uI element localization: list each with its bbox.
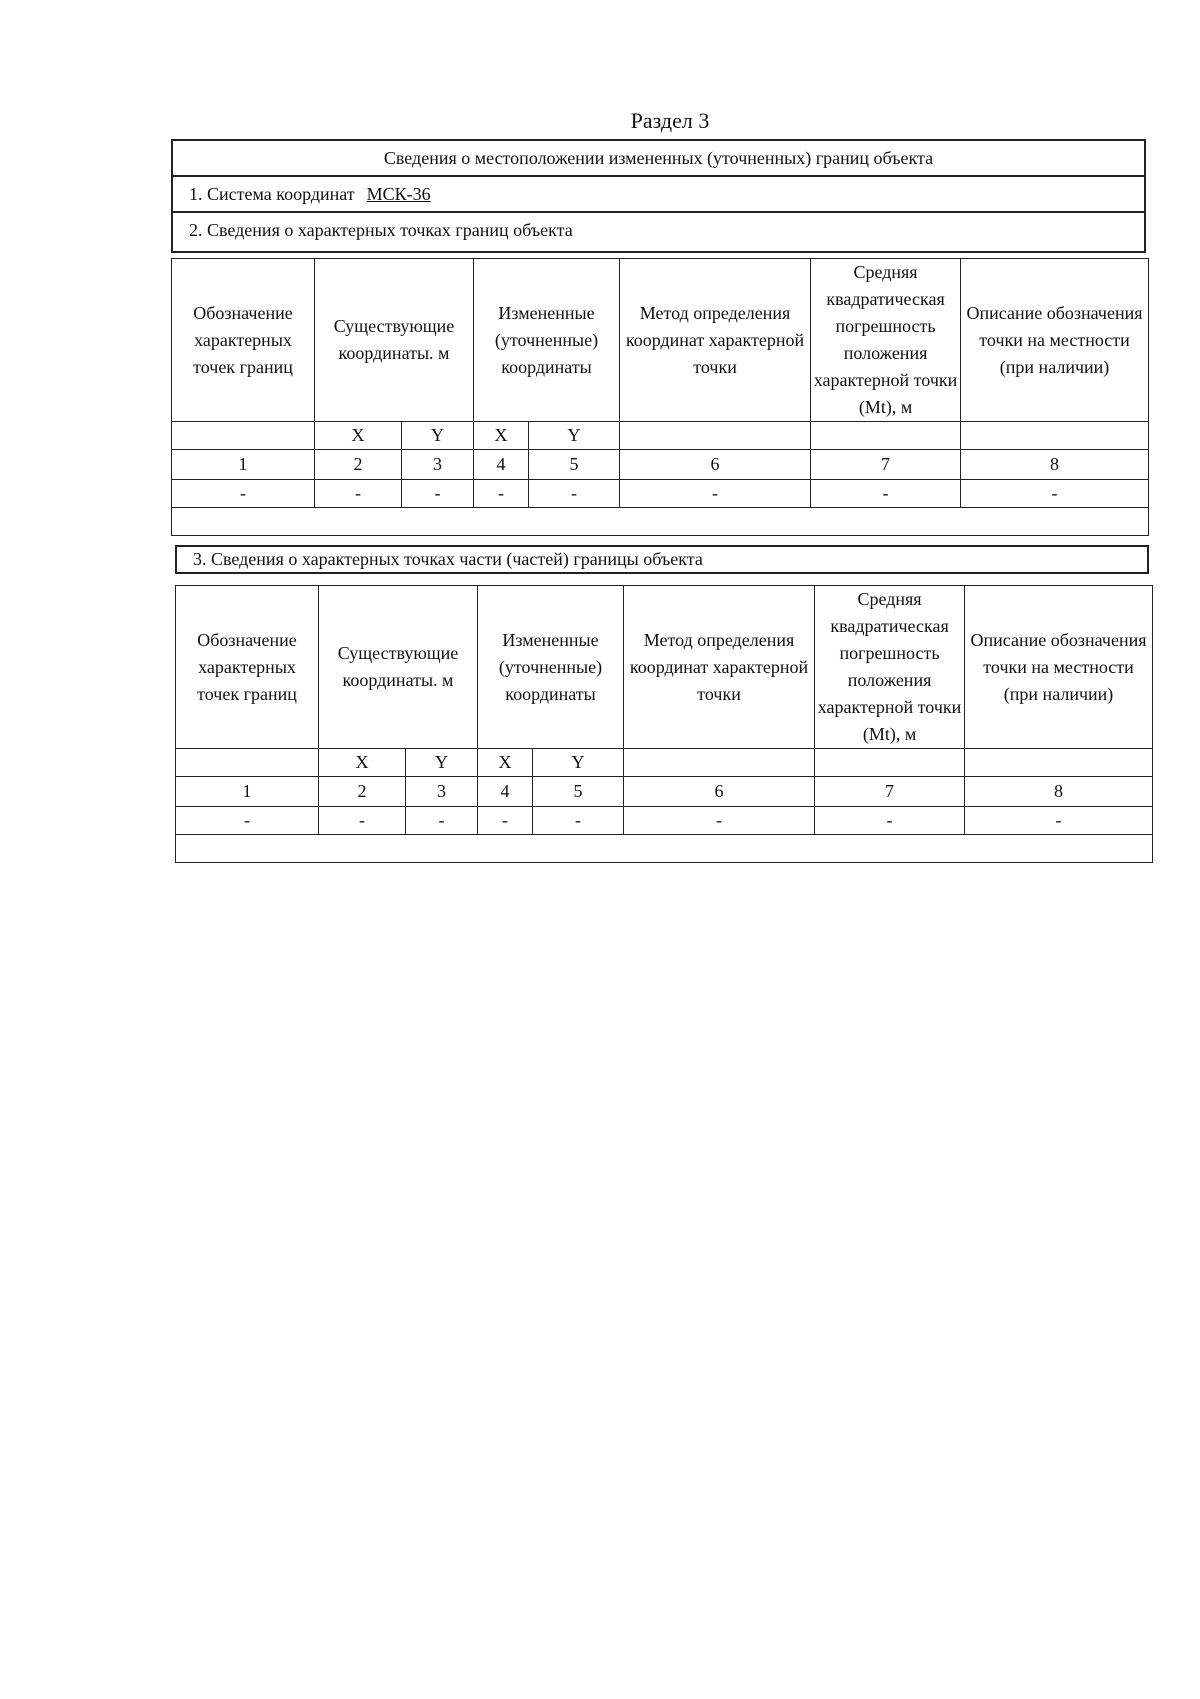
column-number-row — [176, 777, 1153, 807]
column-number: 4 — [474, 450, 529, 480]
column-number: 3 — [406, 777, 478, 807]
table-cell: - — [406, 807, 478, 835]
header-accuracy: Средняя квадратическая погрешность положения характерной точки (Mt), м — [815, 586, 965, 749]
column-number: 5 — [529, 450, 620, 480]
axis-y-label: Y — [529, 422, 620, 450]
header-changed-coords: Измененные (уточненные) координаты — [478, 586, 624, 749]
axis-y-label: Y — [406, 749, 478, 777]
header-description: Описание обозначения точки на местности (при наличии) — [961, 259, 1149, 422]
column-number: 2 — [315, 450, 402, 480]
column-number: 8 — [965, 777, 1153, 807]
axis-y-label: Y — [533, 749, 624, 777]
table-blank-cell — [176, 835, 1153, 863]
header-method: Метод определения координат характерной точки — [624, 586, 815, 749]
axes-cell-empty — [811, 422, 961, 450]
axis-x-label: X — [474, 422, 529, 450]
table-blank-row — [176, 835, 1153, 863]
table-cell: - — [811, 480, 961, 508]
header-description: Описание обозначения точки на местности (при наличии) — [965, 586, 1153, 749]
coord-system-row — [173, 177, 1144, 213]
table-blank-row — [172, 508, 1149, 536]
header-method: Метод определения координат характерной точки — [620, 259, 811, 422]
part-points-label: 3. Сведения о характерных точках части (частей) границы объекта — [175, 545, 1149, 574]
axes-row — [176, 749, 1153, 777]
table-cell: - — [319, 807, 406, 835]
column-number: 4 — [478, 777, 533, 807]
boundary-points-table — [171, 258, 1149, 536]
axes-cell-empty — [176, 749, 319, 777]
table-cell: - — [402, 480, 474, 508]
table-cell: - — [172, 480, 315, 508]
points-label: 2. Сведения о характерных точках границ объекта — [189, 220, 573, 240]
column-number: 8 — [961, 450, 1149, 480]
header-designation: Обозначение характерных точек границ — [176, 586, 319, 749]
column-number: 7 — [811, 450, 961, 480]
info-header: Сведения о местоположении измененных (уточненных) границ объекта — [173, 141, 1144, 177]
column-number: 6 — [620, 450, 811, 480]
table-cell: - — [478, 807, 533, 835]
axes-cell-empty — [961, 422, 1149, 450]
column-number: 2 — [319, 777, 406, 807]
axes-cell-empty — [815, 749, 965, 777]
section-title: Раздел 3 — [630, 108, 710, 133]
coord-system-value: МСК-36 — [366, 184, 431, 204]
column-number: 5 — [533, 777, 624, 807]
header-changed-coords: Измененные (уточненные) координаты — [474, 259, 620, 422]
coord-system-label: 1. Система координат — [189, 184, 355, 204]
axes-cell-empty — [965, 749, 1153, 777]
object-info-box — [171, 139, 1146, 253]
table-cell: - — [620, 480, 811, 508]
header-existing-coords: Существующие координаты. м — [315, 259, 474, 422]
header-designation: Обозначение характерных точек границ — [172, 259, 315, 422]
table-blank-cell — [172, 508, 1149, 536]
table-cell: - — [624, 807, 815, 835]
axes-cell-empty — [620, 422, 811, 450]
table-cell: - — [315, 480, 402, 508]
table-row — [172, 480, 1149, 508]
axis-y-label: Y — [402, 422, 474, 450]
axis-x-label: X — [478, 749, 533, 777]
axis-x-label: X — [315, 422, 402, 450]
table-cell: - — [529, 480, 620, 508]
table-cell: - — [965, 807, 1153, 835]
table-cell: - — [474, 480, 529, 508]
column-number: 1 — [176, 777, 319, 807]
column-number: 7 — [815, 777, 965, 807]
table-cell: - — [176, 807, 319, 835]
header-existing-coords: Существующие координаты. м — [319, 586, 478, 749]
table-cell: - — [961, 480, 1149, 508]
axes-cell-empty — [172, 422, 315, 450]
column-number: 6 — [624, 777, 815, 807]
column-number: 1 — [172, 450, 315, 480]
table-cell: - — [533, 807, 624, 835]
table-row — [176, 807, 1153, 835]
header-accuracy: Средняя квадратическая погрешность положения характерной точки (Mt), м — [811, 259, 961, 422]
axes-row — [172, 422, 1149, 450]
table-cell: - — [815, 807, 965, 835]
column-number: 3 — [402, 450, 474, 480]
column-number-row — [172, 450, 1149, 480]
axes-cell-empty — [624, 749, 815, 777]
axis-x-label: X — [319, 749, 406, 777]
part-points-table — [175, 585, 1153, 863]
